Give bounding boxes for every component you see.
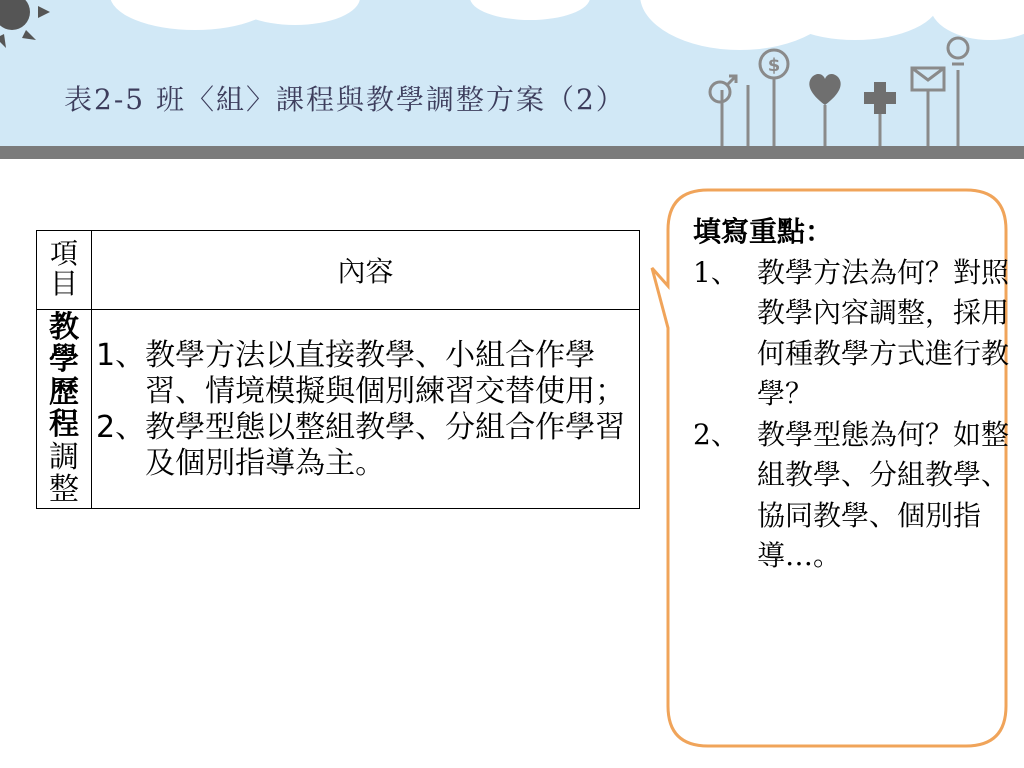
dollar-icon <box>760 50 788 78</box>
callout-item: 2、 教學型態為何？如整組教學、分組教學、協同教學、個別指導…。 <box>693 417 1010 572</box>
callout-heading: 填寫重點： <box>693 215 834 248</box>
plus-icon <box>864 82 896 114</box>
callout-text <box>693 212 1013 577</box>
banner-divider <box>0 146 1024 159</box>
row-label: 教 學 歷 程 調 整 <box>49 310 79 507</box>
page-title: 表2-5 班〈組〉課程與教學調整方案（2） <box>64 83 626 116</box>
header-item-cell <box>37 231 92 310</box>
mail-icon <box>912 68 944 90</box>
decoration-icons <box>700 30 1000 146</box>
heart-icon <box>809 74 840 105</box>
header-item-label: 項 目 <box>49 236 78 300</box>
sun-icon <box>0 0 62 62</box>
cloud-decoration <box>470 0 590 20</box>
table-header-row <box>37 231 640 310</box>
content-table <box>36 230 640 509</box>
table-row <box>37 310 640 509</box>
header-banner <box>0 0 1024 146</box>
content-cell <box>92 310 640 509</box>
header-content-cell: 內容 <box>92 231 640 310</box>
callout-item: 1、 教學方法為何？對照教學內容調整，採用何種教學方式進行教學？ <box>693 255 1010 410</box>
list-item: 1、 教學方法以直接教學、小組合作學習、情境模擬與個別練習交替使用； <box>96 338 626 410</box>
svg-text:$: $ <box>767 55 781 76</box>
list-item: 2、 教學型態以整組教學、分組合作學習及個別指導為主。 <box>96 410 626 482</box>
row-label-cell <box>37 310 92 509</box>
female-symbol-icon <box>948 38 968 64</box>
